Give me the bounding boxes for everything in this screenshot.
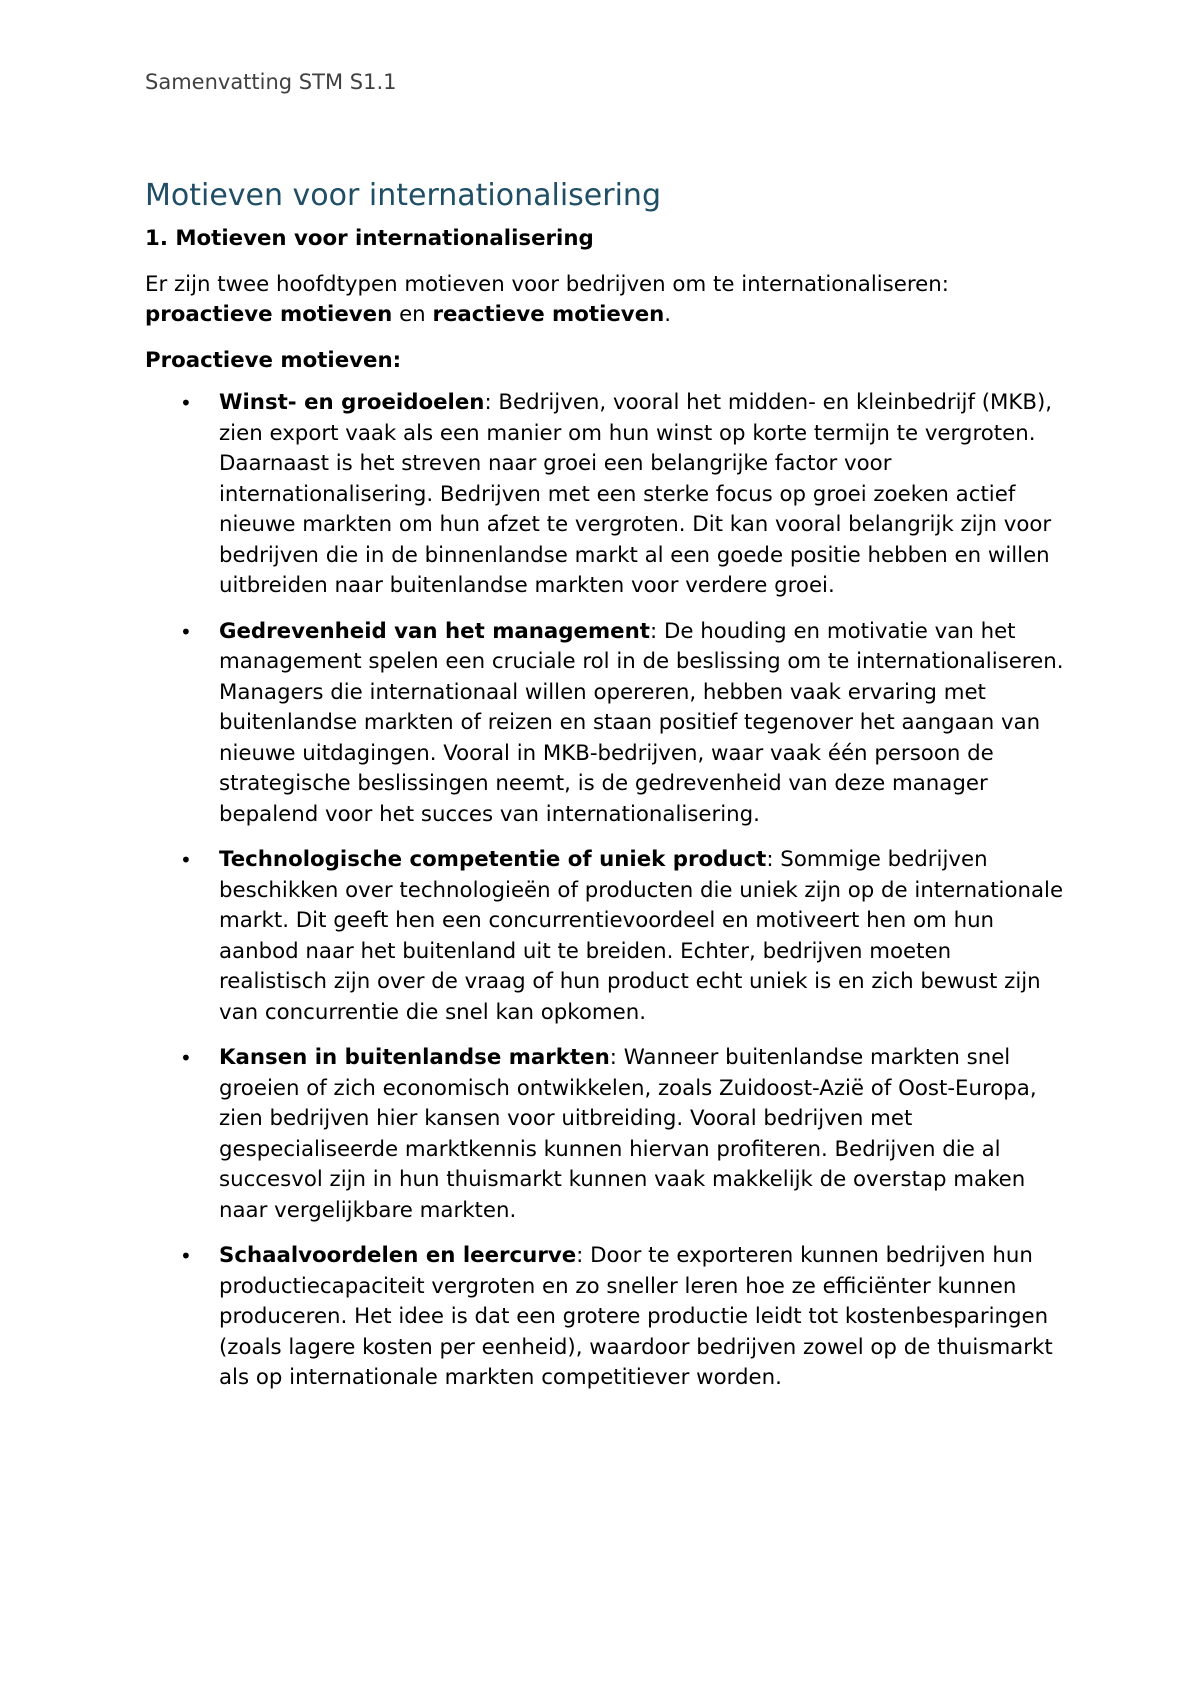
proactive-heading: Proactieve motieven: — [145, 347, 402, 373]
item-term: Kansen in buitenlandse markten — [219, 1045, 610, 1070]
running-header: Samenvatting STM S1.1 — [145, 70, 397, 94]
item-text: Bedrijven, vooral het midden- en kleinbedrijf (MKB), zien export vaak als een manier om hun winst op korte termijn te vergroten. Daarnaast is het streven naar groei een belangrijke factor voor internationalisering. Bedrijven met een sterke focus op groei zoeken actief nieuwe markten om hun afzet te vergroten. Dit kan vooral belangrijk zijn voor bedrijven die in de binnenlandse markt al een goede positie hebben en willen uitbreiden naar buitenlandse markten voor verdere groei. — [219, 390, 1053, 598]
bullet-icon: • — [180, 848, 192, 872]
item-term: Winst- en groeidoelen — [219, 390, 485, 415]
item-text: De houding en motivatie van het management spelen een cruciale rol in de beslissing om te internationaliseren. Managers die internationaal willen opereren, hebben vaak ervaring met buitenlandse markten of reizen en staan positief tegenover het aangaan van nieuwe uitdagingen. Vooral in MKB-bedrijven, waar vaak één persoon de strategische beslissingen neemt, is de gedrevenheid van deze manager bepalend voor het succes van internationalisering. — [219, 618, 1064, 827]
item-separator: : — [649, 618, 658, 644]
list-item-gedrevenheid-management — [145, 617, 1065, 831]
intro-text: Er zijn twee hoofdtypen motieven voor bedrijven om te internationaliseren: — [145, 271, 949, 297]
intro-end: . — [664, 302, 672, 327]
bullet-icon: • — [180, 1244, 192, 1268]
intro-paragraph — [145, 270, 1065, 331]
item-text: Door te exporteren kunnen bedrijven hun productiecapaciteit vergroten en zo sneller leren hoe ze efficiënter kunnen produceren. Het idee is dat een grotere productie leidt tot kostenbesparingen (zoals lagere kosten per eenheid), waardoor bedrijven zowel op de thuismarkt als op internationale markten competitiever worden. — [219, 1243, 1053, 1390]
item-term: Gedrevenheid van het management — [219, 618, 650, 644]
bullet-icon: • — [180, 391, 192, 415]
intro-connector: en — [399, 302, 426, 327]
item-separator: : — [609, 1045, 617, 1070]
section-title: 1. Motieven voor internationalisering — [145, 226, 594, 251]
list-item-schaalvoordelen-leercurve — [145, 1241, 1065, 1394]
list-item-kansen-buitenlandse-markten — [145, 1043, 1065, 1226]
proactive-motives-list — [145, 388, 1065, 1394]
item-separator: : — [766, 847, 774, 872]
list-item-winst-groeidoelen — [145, 388, 1065, 602]
list-item-technologische-competentie — [145, 845, 1065, 1028]
item-text: Sommige bedrijven beschikken over technologieën of producten die uniek zijn op de internationale markt. Dit geeft hen een concurrentievoordeel en motiveert hen om hun aanbod naar het buitenland uit te breiden. Echter, bedrijven moeten realistisch zijn over de vraag of hun product echt uniek is en zich bewust zijn van concurrentie die snel kan opkomen. — [219, 847, 1064, 1025]
intro-term-reactive: reactieve motieven — [432, 302, 665, 327]
document-title: Motieven voor internationalisering — [145, 178, 661, 213]
item-term: Technologische competentie of uniek product — [219, 847, 767, 872]
item-separator: : — [484, 390, 492, 415]
item-text: Wanneer buitenlandse markten snel groeien of zich economisch ontwikkelen, zoals Zuidoost-Azië of Oost-Europa, zien bedrijven hier kansen voor uitbreiding. Vooral bedrijven met gespecialiseerde marktkennis kunnen hiervan profiteren. Bedrijven die al succesvol zijn in hun thuismarkt kunnen vaak makkelijk de overstap maken naar vergelijkbare markten. — [219, 1045, 1037, 1223]
intro-term-proactive: proactieve motieven — [145, 302, 393, 327]
bullet-icon: • — [180, 619, 192, 644]
bullet-icon: • — [180, 1046, 192, 1070]
item-term: Schaalvoordelen en leercurve — [219, 1243, 577, 1268]
document-body — [145, 224, 1065, 1409]
item-separator: : — [576, 1243, 584, 1268]
